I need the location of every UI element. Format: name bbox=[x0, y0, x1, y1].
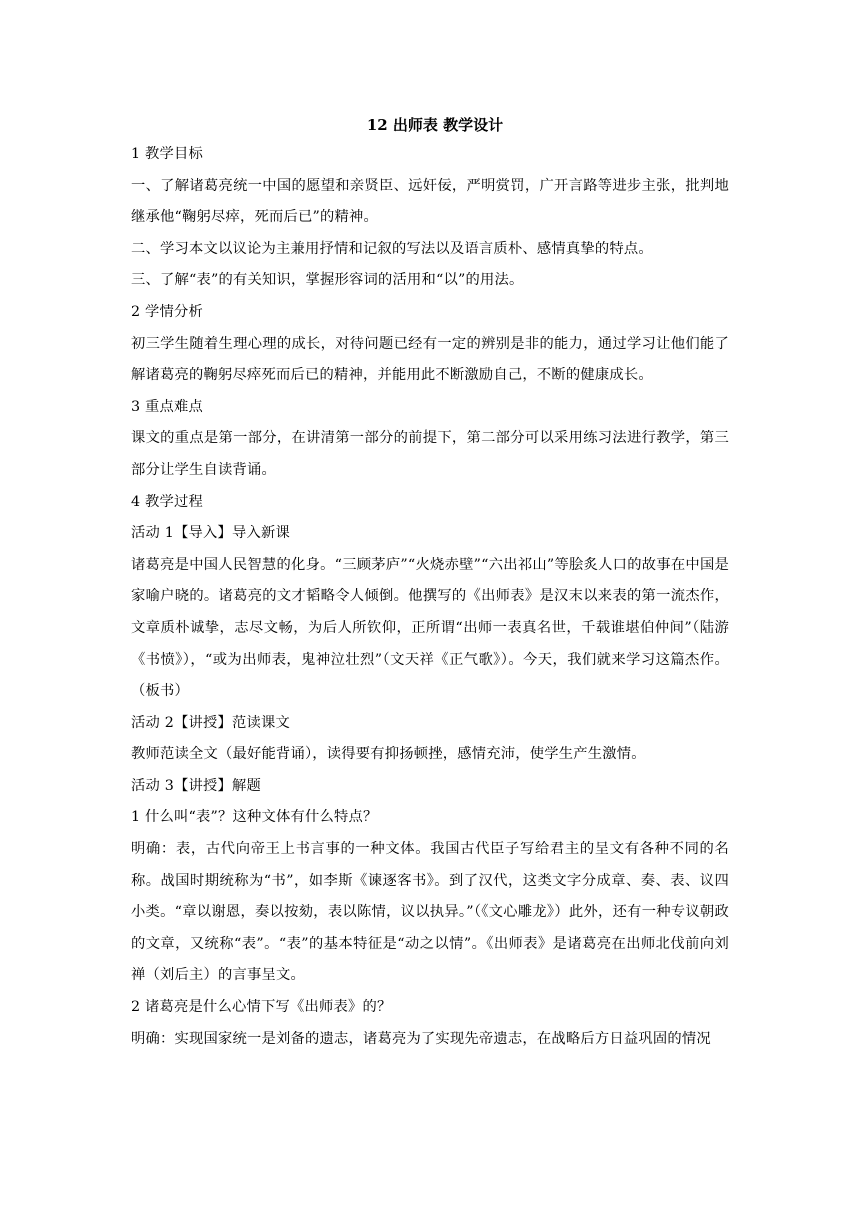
paragraph: 一、了解诸葛亮统一中国的愿望和亲贤臣、远奸佞，严明赏罚，广开言路等进步主张，批判地继承他“鞠躬尽瘁，死而后已”的精神。 bbox=[131, 177, 729, 226]
section-heading-goals: 1 教学目标 bbox=[131, 146, 204, 162]
question-heading-2: 2 诸葛亮是什么心情下写《出师表》的？ bbox=[131, 999, 392, 1016]
paragraph: 课文的重点是第一部分，在讲清第一部分的前提下，第二部分可以采用练习法进行教学，第三部分让学生自读背诵。 bbox=[131, 430, 729, 478]
section-heading-analysis: 2 学情分析 bbox=[131, 303, 204, 320]
document-title: 12 出师表 教学设计 bbox=[366, 116, 504, 134]
activity-heading-3: 活动 3【讲授】解题 bbox=[131, 777, 262, 794]
activity-heading-2: 活动 2【讲授】范读课文 bbox=[131, 714, 291, 731]
paragraph: 明确：实现国家统一是刘备的遗志，诸葛亮为了实现先帝遗志，在战略后方日益巩固的情况 bbox=[131, 1030, 711, 1047]
paragraph: 明确：表，古代向帝王上书言事的一种文体。我国古代臣子写给君主的呈文有各种不同的名称。战国时期统称为“书”，如李斯《谏逐客书》。到了汉代，这类文字分成章、奏、表、议四小类。“章以谢恩，奏以按劾，表以陈情，议以执异。”（《文心雕龙》）此外，还有一种专议朝政的文章，又统称“表”。“表”的基本特征是“动之以情”。《出师表》是诸葛亮在出师北伐前向刘禅（刘后主）的言事呈文。 bbox=[131, 841, 729, 984]
paragraph: 教师范读全文（最好能背诵），读得要有抑扬顿挫，感情充沛，使学生产生激情。 bbox=[131, 746, 646, 763]
question-heading-1: 1 什么叫“表”？这种文体有什么特点？ bbox=[131, 809, 378, 826]
paragraph: 三、了解“表”的有关知识，掌握形容词的活用和“以”的用法。 bbox=[131, 272, 524, 289]
paragraph: 初三学生随着生理心理的成长，对待问题已经有一定的辨别是非的能力，通过学习让他们能了解诸葛亮的鞠躬尽瘁死而后已的精神，并能用此不断激励自己，不断的健康成长。 bbox=[131, 335, 729, 384]
section-heading-process: 4 教学过程 bbox=[131, 493, 204, 510]
section-heading-keypoints: 3 重点难点 bbox=[131, 398, 204, 415]
paragraph: 诸葛亮是中国人民智慧的化身。“三顾茅庐”“火烧赤壁”“六出祁山”等脍炙人口的故事在中国是家喻户晓的。诸葛亮的文才韬略令人倾倒。他撰写的《出师表》是汉末以来表的第一流杰作，文章质朴诚挚，志尽文畅，为后人所钦仰，正所谓“出师一表真名世，千载谁堪伯仲间”（陆游《书愤》），“或为出师表，鬼神泣壮烈”（文天祥《正气歌》）。今天，我们就来学习这篇杰作。（板书） bbox=[131, 556, 729, 700]
activity-heading-1: 活动 1【导入】导入新课 bbox=[131, 525, 291, 542]
paragraph: 二、学习本文以议论为主兼用抒情和记叙的写法以及语言质朴、感情真挚的特点。 bbox=[131, 240, 653, 257]
document-body bbox=[131, 111, 729, 1055]
